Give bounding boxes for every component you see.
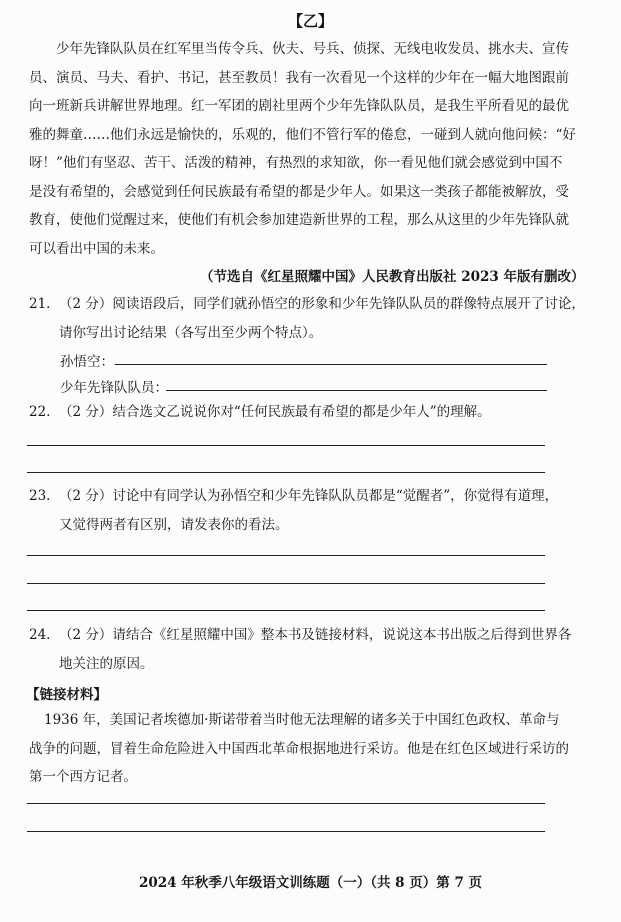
passage-line: 少年先锋队队员在红军里当传令兵、伙夫、号兵、侦探、无线电收发员、挑水夫、宣传 [56, 41, 569, 57]
passage-line: 可以看出中国的未来。 [29, 240, 164, 257]
answer-line[interactable] [27, 803, 545, 804]
answer-line[interactable] [27, 831, 545, 832]
answer-line[interactable] [27, 472, 545, 473]
answer-line[interactable] [27, 583, 545, 584]
link-material-line: 战争的问题，冒着生命危险进入中国西北革命根据地进行采访。他是在红色区域进行采访的 [29, 740, 569, 757]
question-text: （2 分）阅读语段后，同学们就孙悟空的形象和少年先锋队队员的群像特点展开了讨论， [59, 296, 585, 312]
answer-line-pioneers[interactable] [166, 390, 547, 391]
question-24 [29, 621, 571, 678]
passage-line: 教育，使他们觉醒过来，使他们有机会参加建造新世界的工程，那么从这里的少年先锋队就 [29, 212, 569, 228]
answer-line-sunwukong[interactable] [115, 364, 547, 365]
passage [0, 35, 621, 263]
question-text: （2 分）请结合《红星照耀中国》整本书及链接材料，说说这本书出版之后得到世界各 [59, 627, 572, 643]
link-material-line: 1936 年，美国记者埃德加·斯诺带着当时他无法理解的诸多关于中国红色政权、革命与 [44, 712, 560, 728]
passage-line: 呀！”他们有坚忍、苦干、活泼的精神，有热烈的求知欲，你一看见他们就会感觉到中国不 [29, 155, 563, 171]
answer-label-sunwukong: 孙悟空： [60, 354, 114, 370]
question-text: （2 分）讨论中有同学认为孙悟空和少年先锋队队员都是“觉醒者”，你觉得有道理， [59, 488, 559, 504]
passage-line: 向一班新兵讲解世界地理。红一军团的剧社里两个少年先锋队队员，是我生平所看见的最优 [29, 98, 569, 114]
answer-line[interactable] [27, 610, 545, 611]
section-heading: 【乙】 [287, 12, 333, 30]
link-material-line: 第一个西方记者。 [29, 769, 137, 785]
passage-line: 是没有希望的，会感觉到任何民族最有希望的都是少年人。如果这一类孩子都能被解放，受 [29, 183, 569, 200]
question-number: 22. [29, 404, 51, 420]
passage-source: （节选自《红星照耀中国》人民教育出版社 2023 年版有删改） [200, 269, 585, 285]
question-text-cont: 又觉得两者有区别，请发表你的看法。 [59, 516, 289, 533]
answer-line[interactable] [27, 445, 545, 446]
question-23 [29, 482, 558, 539]
question-number: 21. [29, 296, 51, 312]
question-number: 24. [29, 627, 51, 643]
passage-line: 雅的舞童……他们永远是愉快的，乐观的，他们不管行军的倦怠，一碰到人就向他问候：“好 [29, 126, 576, 143]
question-22 [29, 398, 491, 427]
link-material-text [0, 706, 621, 792]
question-text: （2 分）结合选文乙说说你对“任何民族最有希望的都是少年人”的理解。 [59, 404, 491, 420]
page-footer: 2024 年秋季八年级语文训练题（一）（共 8 页）第 7 页 [138, 875, 483, 891]
answer-line[interactable] [27, 555, 545, 556]
answer-label-pioneers: 少年先锋队队员： [60, 380, 168, 396]
link-material-heading: 【链接材料】 [26, 687, 107, 703]
question-21 [29, 290, 585, 347]
question-text-cont: 地关注的原因。 [59, 655, 154, 672]
question-number: 23. [29, 488, 51, 504]
passage-line: 员、演员、马夫、看护、书记，甚至教员！我有一次看见一个这样的少年在一幅大地图跟前 [29, 69, 569, 86]
question-text-cont: 请你写出讨论结果（各写出至少两个特点）。 [59, 324, 323, 341]
